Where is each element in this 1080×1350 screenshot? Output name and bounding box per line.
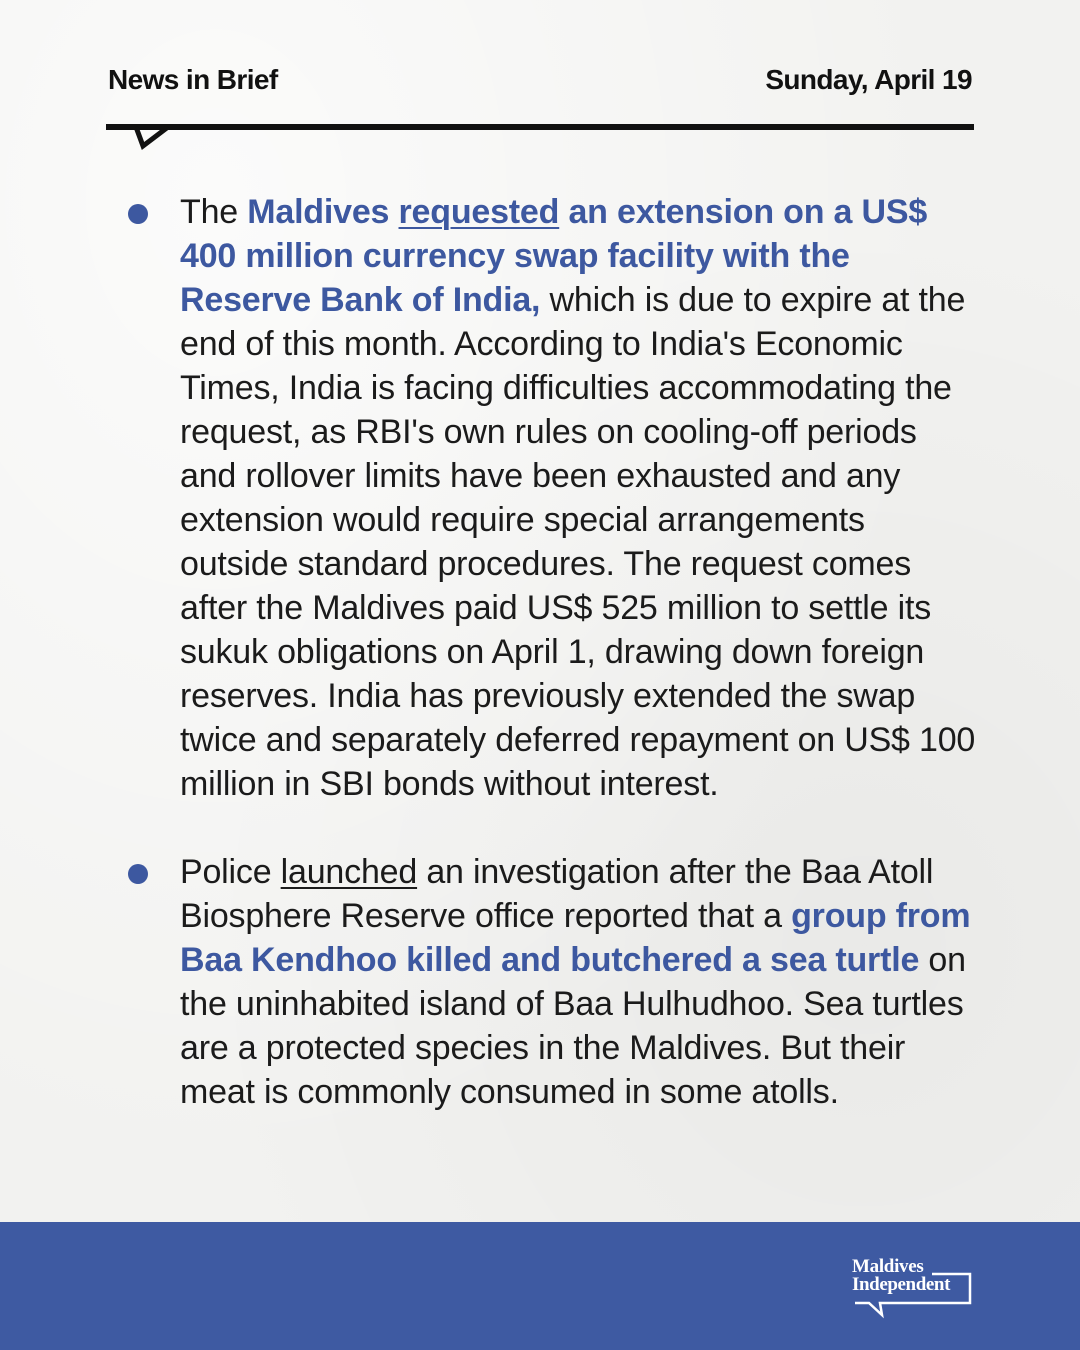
highlighted-text: Maldives <box>247 193 399 231</box>
highlighted-text: an extension on a US$ 400 million currency swap facility with the Reserve Bank of India, <box>180 193 928 319</box>
body-text: on the uninhabited island of Baa Hulhudhoo. Sea turtles are a protected species in the Maldives. But their meat is commonly consumed in some atolls. <box>180 941 966 1111</box>
story-link[interactable]: requested <box>398 193 560 231</box>
bullet-dot-icon <box>128 204 148 224</box>
news-item-text <box>180 193 975 803</box>
body-text: an investigation after the Baa Atoll Biosphere Reserve office reported that a <box>180 853 934 935</box>
logo-text-line1: Maldives <box>852 1256 924 1277</box>
body-text: The <box>180 193 248 231</box>
maldives-independent-logo <box>852 1257 972 1319</box>
news-item-sea-turtle <box>180 850 980 1114</box>
news-item-currency-swap <box>180 190 980 806</box>
story-link[interactable]: launched <box>280 853 418 891</box>
section-title: News in Brief <box>108 64 278 95</box>
header <box>108 60 972 100</box>
date-label: Sunday, April 19 <box>765 64 972 95</box>
bullet-dot-icon <box>128 864 148 884</box>
highlighted-text: group from Baa Kendhoo killed and butchered a sea turtle <box>180 897 971 979</box>
logo-text-line2: Independent <box>852 1274 951 1295</box>
news-item-text <box>180 853 970 1111</box>
news-list <box>180 190 980 1114</box>
body-text: Police <box>180 853 281 891</box>
header-rule-speech-bubble <box>106 120 974 154</box>
body-text: which is due to expire at the end of this month. According to India's Economic Times, India is facing difficulties accommodating the request, as RBI's own rules on cooling-off periods and rollover limits have been exhausted and any extension would require special arrangements outside standard procedures. The request comes after the Maldives paid US$ 525 million to settle its sukuk obligations on April 1, drawing down foreign reserves. India has previously extended the swap twice and separately deferred repayment on US$ 100 million in SBI bonds without interest. <box>180 281 976 803</box>
